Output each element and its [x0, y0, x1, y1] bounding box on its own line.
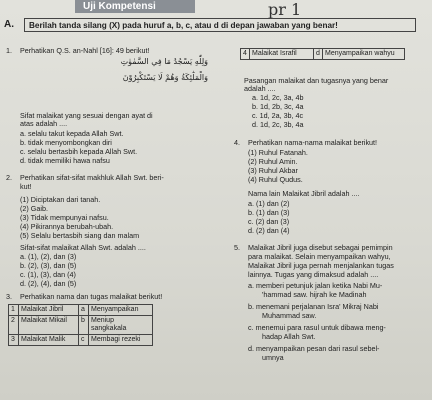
table-cell: Malaikat Jibril	[19, 305, 79, 316]
table-cell: 3	[9, 335, 19, 346]
q2-stem-line1: Perhatikan sifat-sifat makhluk Allah Swt. beri-	[20, 173, 164, 182]
table-cell: Menyampaikan wahyu	[323, 49, 405, 60]
q4-option-d: d. (2) dan (4)	[248, 226, 290, 235]
section-banner: Uji Kompetensi	[75, 0, 195, 13]
table-row	[9, 316, 153, 335]
q4-item-3: (3) Ruhul Akbar	[248, 166, 298, 175]
q2-item-3: (3) Tidak mempunyai nafsu.	[20, 213, 109, 222]
q5-option-d-line2: umnya	[262, 353, 284, 362]
q2-item-2: (2) Gaib.	[20, 204, 48, 213]
q5-option-a-line1: a. memberi petunjuk jalan ketika Nabi Mu-	[248, 281, 383, 290]
q3-table-right	[240, 48, 405, 60]
q1-arabic-line2: وَالْمَلٰٓئِكَةُ وَهُمْ لَا يَسْتَكْبِرُوْنَ	[122, 73, 208, 82]
table-cell: b	[79, 316, 89, 335]
q2-stem-line2: kut!	[20, 182, 32, 191]
q4-number: 4.	[234, 138, 240, 147]
q4-option-a: a. (1) dan (2)	[248, 199, 290, 208]
q2-item-5: (5) Selalu bertasbih siang dan malam	[20, 231, 140, 240]
table-cell: Membagi rezeki	[89, 335, 153, 346]
table-cell: Malaikat Mikail	[19, 316, 79, 335]
table-cell: d	[314, 49, 323, 60]
q1-option-d: d. tidak memiliki hawa nafsu	[20, 156, 110, 165]
q5-option-c-line1: c. menemui para rasul untuk dibawa meng-	[248, 323, 386, 332]
q1-stem-line2: atas adalah ....	[20, 119, 68, 128]
q4-text: Perhatikan nama-nama malaikat berikut!	[248, 138, 378, 147]
q1-number: 1.	[6, 46, 12, 55]
q5-stem-line4: lainnya. Tugas yang dimaksud adalah ....	[248, 270, 379, 279]
q3-text: Perhatikan nama dan tugas malaikat berikut!	[20, 292, 163, 301]
q2-option-d: d. (2), (4), dan (5)	[20, 279, 77, 288]
q5-stem-line1: Malaikat Jibril juga disebut sebagai pemimpin	[248, 243, 393, 252]
q2-stem-line3: Sifat-sifat malaikat Allah Swt. adalah ....	[20, 243, 146, 252]
q5-option-c-line2: hadap Allah Swt.	[262, 332, 316, 341]
q3-stem-line2: adalah ....	[244, 84, 276, 93]
table-cell: Malaikat Israfil	[250, 49, 314, 60]
q1-stem-line1: Sifat malaikat yang sesuai dengan ayat di	[20, 111, 153, 120]
q2-number: 2.	[6, 173, 12, 182]
table-cell: Malaikat Malik	[19, 335, 79, 346]
table-cell: Menyampaikan	[89, 305, 153, 316]
q5-stem-line3: Malaikat Jibril juga pernah menjalankan tugas	[248, 261, 394, 270]
q5-number: 5.	[234, 243, 240, 252]
q5-option-a-line2: 'hammad saw. hijrah ke Madinah	[262, 290, 367, 299]
table-cell: c	[79, 335, 89, 346]
q1-option-a: a. selalu takut kepada Allah Swt.	[20, 129, 124, 138]
q4-item-1: (1) Ruhul Fatanah.	[248, 148, 308, 157]
q2-option-b: b. (2), (3), dan (5)	[20, 261, 77, 270]
q5-stem-line2: para malaikat. Selain menyampaikan wahyu,	[248, 252, 391, 261]
q3-option-a: a. 1d, 2c, 3a, 4b	[252, 93, 304, 102]
section-letter: A.	[4, 19, 14, 30]
q5-option-d-line1: d. menyampaikan pesan dari rasul sebel-	[248, 344, 380, 353]
q4-option-c: c. (2) dan (3)	[248, 217, 290, 226]
q4-stem-line1: Nama lain Malaikat Jibril adalah ....	[248, 189, 360, 198]
q3-option-b: b. 1d, 2b, 3c, 4a	[252, 102, 304, 111]
q5-option-b-line2: Muhammad saw.	[262, 311, 317, 320]
table-row	[241, 49, 405, 60]
q1-option-c: c. selalu bertasbih kepada Allah Swt.	[20, 147, 138, 156]
q4-option-b: b. (1) dan (3)	[248, 208, 290, 217]
table-cell: 1	[9, 305, 19, 316]
table-cell: 4	[241, 49, 250, 60]
q2-option-a: a. (1), (2), dan (3)	[20, 252, 77, 261]
table-cell: Meniup sangkakala	[89, 316, 153, 335]
q3-stem-line1: Pasangan malaikat dan tugasnya yang benar	[244, 76, 389, 85]
q3-option-c: c. 1d, 2a, 3b, 4c	[252, 111, 304, 120]
table-cell: 2	[9, 316, 19, 335]
q1-text: Perhatikan Q.S. an-Nahl [16]: 49 berikut!	[20, 46, 150, 55]
table-row	[9, 305, 153, 316]
handwritten-note: pr 1	[268, 0, 302, 19]
q3-table-left	[8, 304, 153, 346]
q4-item-4: (4) Ruhul Qudus.	[248, 175, 303, 184]
q2-item-1: (1) Diciptakan dari tanah.	[20, 195, 101, 204]
instruction-box: Berilah tanda silang (X) pada huruf a, b, c, atau d di depan jawaban yang benar!	[24, 18, 416, 32]
q3-number: 3.	[6, 292, 12, 301]
q1-arabic-line1: وَلِلّٰهِ يَسْجُدُ مَا فِي السَّمٰوٰتِ	[120, 57, 208, 66]
q5-option-b-line1: b. menemani perjalanan Isra' Mikraj Nabi	[248, 302, 379, 311]
table-row	[9, 335, 153, 346]
q3-option-d: d. 1d, 2c, 3b, 4a	[252, 120, 304, 129]
q4-item-2: (2) Ruhul Amin.	[248, 157, 298, 166]
q1-option-b: b. tidak menyombongkan diri	[20, 138, 112, 147]
q2-item-4: (4) Pikirannya berubah-ubah.	[20, 222, 114, 231]
table-cell: a	[79, 305, 89, 316]
q2-option-c: c. (1), (3), dan (4)	[20, 270, 76, 279]
